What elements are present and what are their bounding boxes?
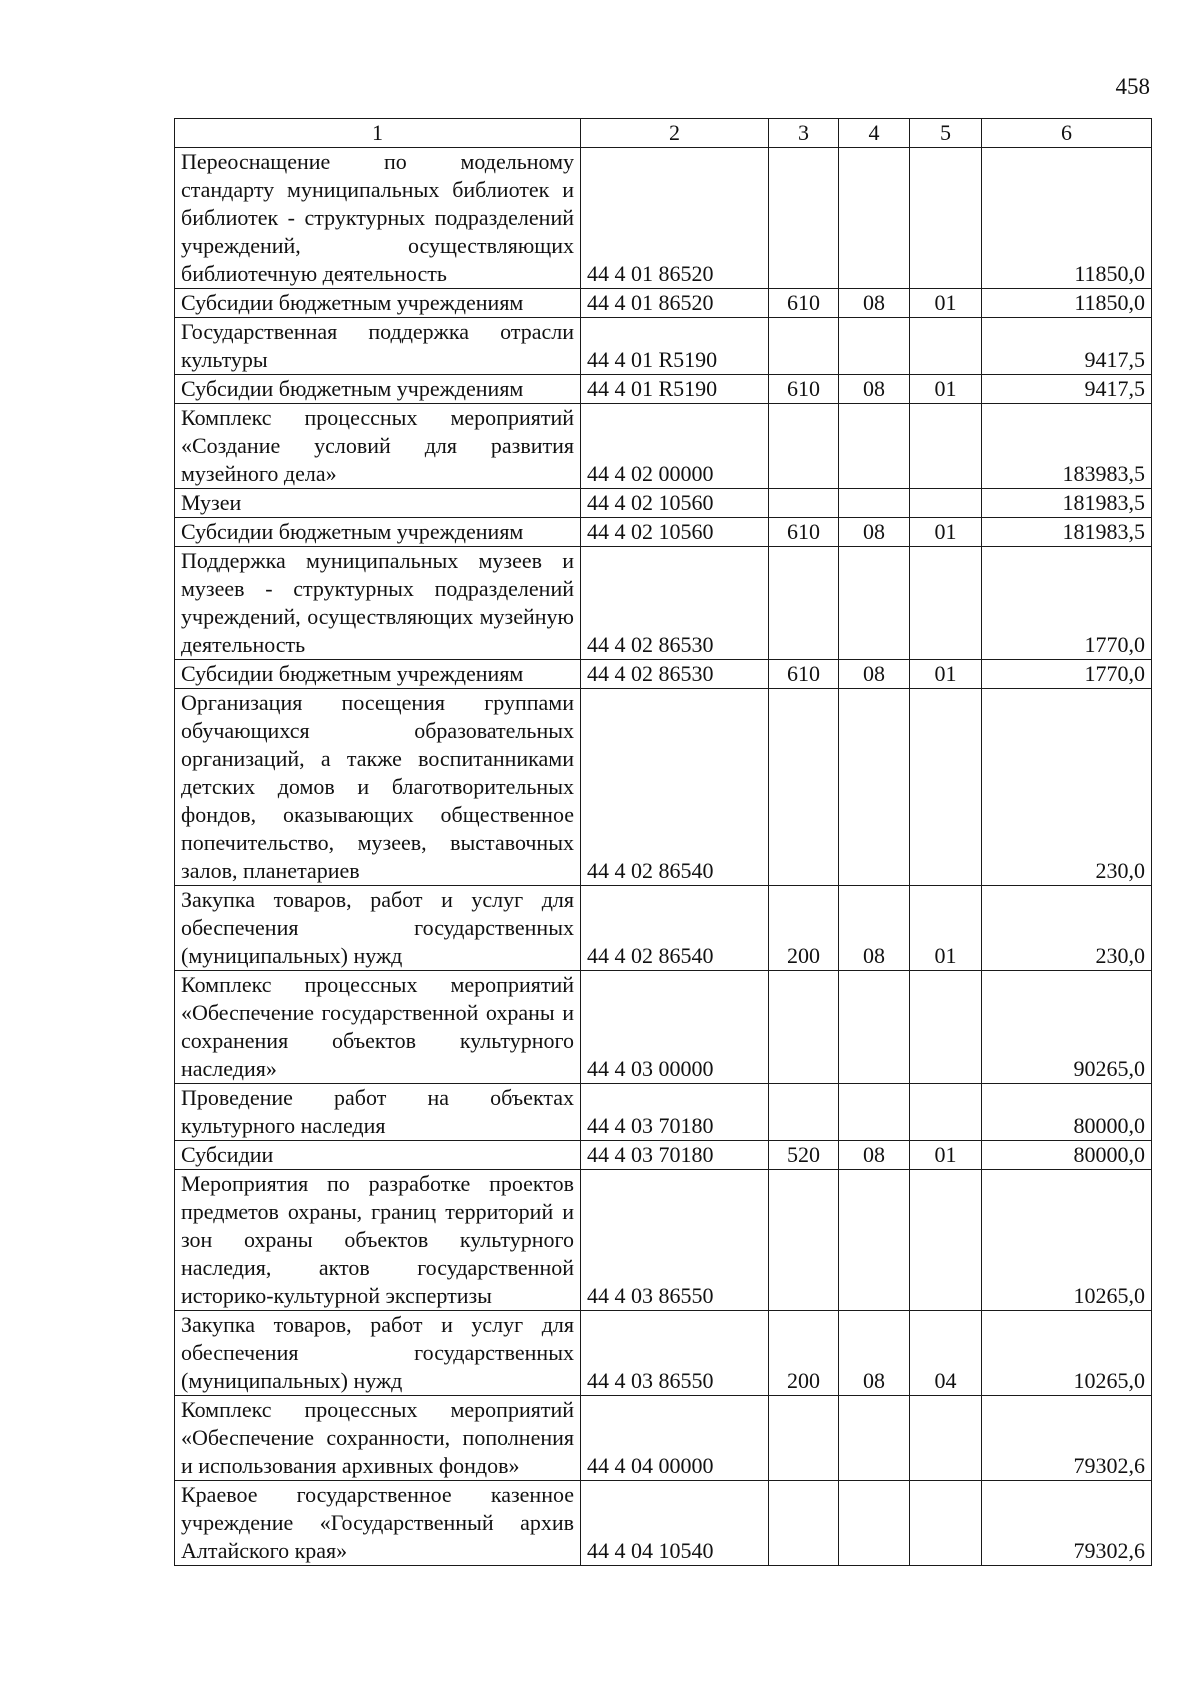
row-section-cell [839, 489, 910, 518]
header-cell: 5 [910, 119, 982, 148]
row-section-cell [839, 148, 910, 289]
row-subsection-cell: 04 [910, 1311, 982, 1396]
row-amount-cell: 230,0 [982, 689, 1152, 886]
row-amount-cell: 230,0 [982, 886, 1152, 971]
row-name-cell: Музеи [175, 489, 581, 518]
row-code-cell: 44 4 03 00000 [581, 971, 769, 1084]
row-amount-cell: 181983,5 [982, 518, 1152, 547]
row-expense-type-cell: 200 [769, 1311, 839, 1396]
row-expense-type-cell [769, 404, 839, 489]
row-amount-cell: 80000,0 [982, 1084, 1152, 1141]
row-name-cell: Краевое государственное казенное учреждение «Государственный архив Алтайского края» [175, 1481, 581, 1566]
row-expense-type-cell: 520 [769, 1141, 839, 1170]
row-section-cell: 08 [839, 289, 910, 318]
header-cell: 4 [839, 119, 910, 148]
row-name-cell: Закупка товаров, работ и услуг для обеспечения государственных (муниципальных) нужд [175, 1311, 581, 1396]
row-name-cell: Комплекс процессных мероприятий «Обеспечение государственной охраны и сохранения объектов культурного наследия» [175, 971, 581, 1084]
row-expense-type-cell [769, 1084, 839, 1141]
row-code-cell: 44 4 02 10560 [581, 518, 769, 547]
row-section-cell: 08 [839, 518, 910, 547]
row-code-cell: 44 4 03 86550 [581, 1311, 769, 1396]
row-subsection-cell: 01 [910, 518, 982, 547]
row-code-cell: 44 4 01 R5190 [581, 375, 769, 404]
header-row [175, 119, 1152, 148]
row-name-cell: Организация посещения группами обучающихся образовательных организаций, а также воспитанниками детских домов и благотворительных фондов, оказывающих общественное попечительство, музеев, выставочных залов, планетариев [175, 689, 581, 886]
row-subsection-cell [910, 1481, 982, 1566]
table-row [175, 689, 1152, 886]
row-expense-type-cell: 610 [769, 518, 839, 547]
table-row [175, 1396, 1152, 1481]
header-cell: 2 [581, 119, 769, 148]
table-row [175, 886, 1152, 971]
row-section-cell [839, 1084, 910, 1141]
row-section-cell: 08 [839, 886, 910, 971]
header-cell: 6 [982, 119, 1152, 148]
table-row [175, 1311, 1152, 1396]
row-code-cell: 44 4 01 86520 [581, 289, 769, 318]
row-amount-cell: 9417,5 [982, 318, 1152, 375]
row-section-cell [839, 404, 910, 489]
row-expense-type-cell [769, 1396, 839, 1481]
row-subsection-cell: 01 [910, 886, 982, 971]
table-row [175, 660, 1152, 689]
row-section-cell: 08 [839, 1141, 910, 1170]
row-section-cell: 08 [839, 375, 910, 404]
row-code-cell: 44 4 04 00000 [581, 1396, 769, 1481]
row-expense-type-cell: 610 [769, 289, 839, 318]
row-amount-cell: 79302,6 [982, 1396, 1152, 1481]
row-code-cell: 44 4 01 86520 [581, 148, 769, 289]
row-subsection-cell [910, 689, 982, 886]
row-code-cell: 44 4 02 10560 [581, 489, 769, 518]
row-name-cell: Субсидии бюджетным учреждениям [175, 660, 581, 689]
row-section-cell [839, 1396, 910, 1481]
row-section-cell: 08 [839, 660, 910, 689]
row-subsection-cell: 01 [910, 1141, 982, 1170]
table-row [175, 1481, 1152, 1566]
page-number: 458 [1115, 74, 1150, 99]
row-amount-cell: 181983,5 [982, 489, 1152, 518]
row-name-cell: Субсидии бюджетным учреждениям [175, 518, 581, 547]
table-row [175, 318, 1152, 375]
row-subsection-cell [910, 547, 982, 660]
row-subsection-cell [910, 971, 982, 1084]
row-subsection-cell: 01 [910, 289, 982, 318]
row-subsection-cell: 01 [910, 375, 982, 404]
table-row [175, 518, 1152, 547]
table-row [175, 971, 1152, 1084]
row-amount-cell: 79302,6 [982, 1481, 1152, 1566]
row-section-cell [839, 1170, 910, 1311]
row-expense-type-cell: 610 [769, 375, 839, 404]
row-amount-cell: 10265,0 [982, 1170, 1152, 1311]
table-row [175, 1141, 1152, 1170]
row-subsection-cell [910, 148, 982, 289]
row-section-cell [839, 1481, 910, 1566]
row-expense-type-cell: 200 [769, 886, 839, 971]
row-code-cell: 44 4 03 70180 [581, 1084, 769, 1141]
row-amount-cell: 11850,0 [982, 289, 1152, 318]
row-expense-type-cell [769, 318, 839, 375]
row-expense-type-cell [769, 148, 839, 289]
row-name-cell: Комплекс процессных мероприятий «Создание условий для развития музейного дела» [175, 404, 581, 489]
table-row [175, 1084, 1152, 1141]
row-amount-cell: 10265,0 [982, 1311, 1152, 1396]
row-subsection-cell [910, 1170, 982, 1311]
row-code-cell: 44 4 01 R5190 [581, 318, 769, 375]
row-amount-cell: 9417,5 [982, 375, 1152, 404]
row-expense-type-cell [769, 547, 839, 660]
row-subsection-cell [910, 1396, 982, 1481]
row-subsection-cell [910, 1084, 982, 1141]
row-name-cell: Мероприятия по разработке проектов предметов охраны, границ территорий и зон охраны объектов культурного наследия, актов государственной историко-культурной экспертизы [175, 1170, 581, 1311]
row-code-cell: 44 4 03 70180 [581, 1141, 769, 1170]
row-name-cell: Государственная поддержка отрасли культуры [175, 318, 581, 375]
row-code-cell: 44 4 02 00000 [581, 404, 769, 489]
row-expense-type-cell [769, 489, 839, 518]
row-section-cell [839, 971, 910, 1084]
row-subsection-cell [910, 404, 982, 489]
row-name-cell: Закупка товаров, работ и услуг для обеспечения государственных (муниципальных) нужд [175, 886, 581, 971]
row-name-cell: Субсидии бюджетным учреждениям [175, 375, 581, 404]
header-cell: 1 [175, 119, 581, 148]
row-amount-cell: 90265,0 [982, 971, 1152, 1084]
row-section-cell [839, 547, 910, 660]
row-expense-type-cell [769, 1481, 839, 1566]
row-amount-cell: 11850,0 [982, 148, 1152, 289]
row-subsection-cell: 01 [910, 660, 982, 689]
table-row [175, 375, 1152, 404]
row-section-cell [839, 689, 910, 886]
row-code-cell: 44 4 02 86540 [581, 886, 769, 971]
row-amount-cell: 183983,5 [982, 404, 1152, 489]
table-row [175, 547, 1152, 660]
row-name-cell: Поддержка муниципальных музеев и музеев - структурных подразделений учреждений, осуществляющих музейную деятельность [175, 547, 581, 660]
row-expense-type-cell [769, 689, 839, 886]
row-subsection-cell [910, 318, 982, 375]
row-amount-cell: 1770,0 [982, 547, 1152, 660]
table-row [175, 289, 1152, 318]
row-code-cell: 44 4 02 86540 [581, 689, 769, 886]
table-row [175, 1170, 1152, 1311]
budget-table [174, 118, 1152, 1566]
row-name-cell: Проведение работ на объектах культурного наследия [175, 1084, 581, 1141]
row-expense-type-cell: 610 [769, 660, 839, 689]
row-name-cell: Переоснащение по модельному стандарту муниципальных библиотек и библиотек - структурных подразделений учреждений, осуществляющих библиотечную деятельность [175, 148, 581, 289]
row-section-cell [839, 318, 910, 375]
row-code-cell: 44 4 02 86530 [581, 660, 769, 689]
table-row [175, 404, 1152, 489]
row-amount-cell: 80000,0 [982, 1141, 1152, 1170]
table-row [175, 148, 1152, 289]
row-code-cell: 44 4 02 86530 [581, 547, 769, 660]
header-cell: 3 [769, 119, 839, 148]
row-section-cell: 08 [839, 1311, 910, 1396]
row-name-cell: Субсидии бюджетным учреждениям [175, 289, 581, 318]
row-subsection-cell [910, 489, 982, 518]
row-name-cell: Субсидии [175, 1141, 581, 1170]
row-code-cell: 44 4 04 10540 [581, 1481, 769, 1566]
row-expense-type-cell [769, 971, 839, 1084]
row-expense-type-cell [769, 1170, 839, 1311]
row-name-cell: Комплекс процессных мероприятий «Обеспечение сохранности, пополнения и использования архивных фондов» [175, 1396, 581, 1481]
row-amount-cell: 1770,0 [982, 660, 1152, 689]
table-row [175, 489, 1152, 518]
table-body [175, 148, 1152, 1566]
row-code-cell: 44 4 03 86550 [581, 1170, 769, 1311]
